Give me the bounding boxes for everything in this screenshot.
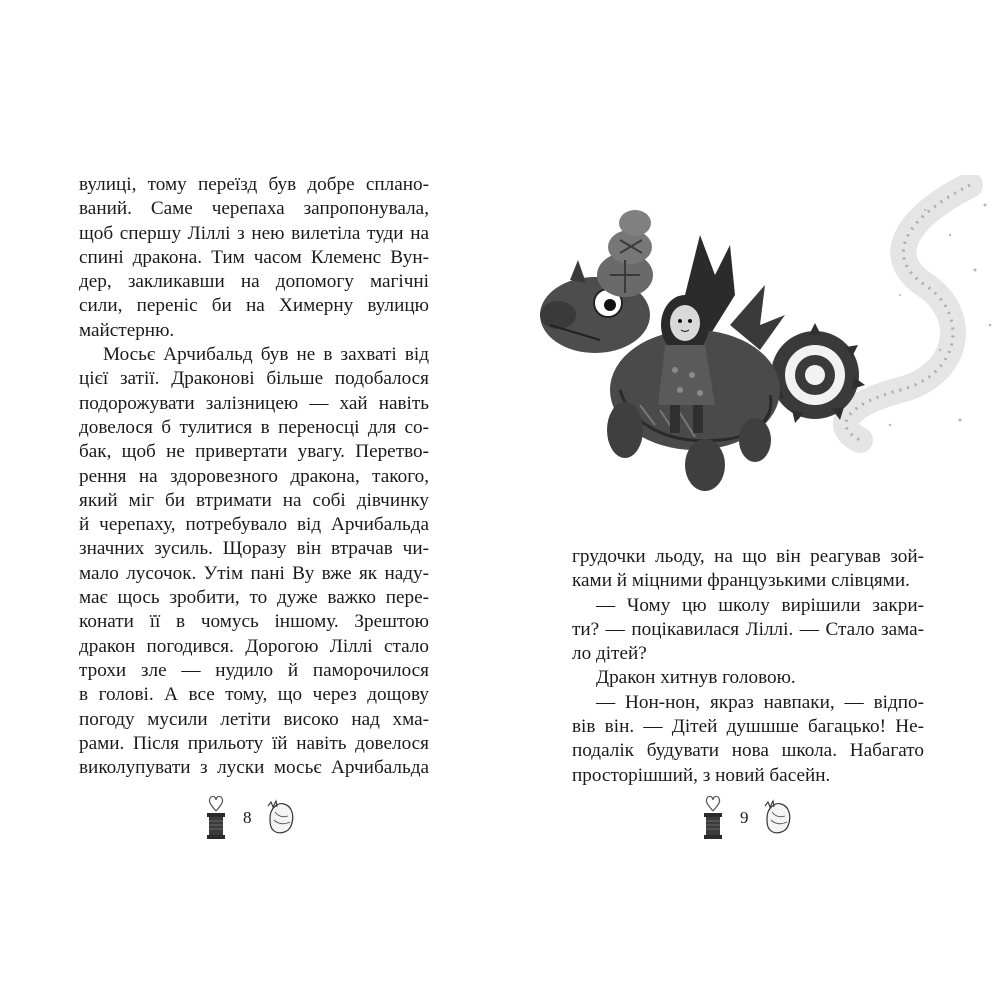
text-line: мало лусочок. Утім пані Ву вже як наду- (79, 562, 429, 584)
text-line: який міг би втримати на собі дівчинку (79, 489, 429, 511)
text-line: ло дітей? (572, 643, 647, 665)
text-line: сили, переніс би на Химерну вулицю (79, 295, 429, 317)
turtle-shell-icon (761, 798, 795, 838)
text-line: й черепаху, потребувало від Арчибальда (79, 514, 429, 536)
text-line: конати її в чомусь іншому. Зрештою (79, 611, 429, 633)
text-line: рами. Після прильоту їй навіть довелося (79, 732, 429, 754)
text-line: має щось зробити, то дуже важко пере- (79, 587, 429, 609)
text-line: цієї затії. Драконові більше подобалося (79, 368, 429, 390)
text-line: рення на здоровезного дракона, такого, (79, 465, 429, 487)
turtle-shell-icon (264, 798, 298, 838)
left-page-text (79, 173, 429, 780)
text-line: подорожувати залізницею — хай навіть (79, 392, 429, 414)
text-line: спині дракона. Тим часом Клеменс Вун- (79, 246, 429, 268)
text-line: подалік будувати нова школа. Набагато (572, 740, 924, 762)
text-line: вулиці, тому переїзд був добре сплано- (79, 174, 429, 195)
dragon-with-girl-image (530, 175, 1000, 510)
text-line: погоду мусили летіти високо над хма- (79, 708, 429, 730)
page-number: 9 (740, 808, 749, 827)
text-line: щоб спершу Ліллі з нею вилетіла туди на (79, 222, 429, 244)
thread-spool-icon (698, 793, 728, 843)
page-number: 8 (243, 808, 252, 827)
right-page-text (572, 545, 924, 788)
text-line: бак, щоб не привертати увагу. Перетво- (79, 441, 429, 463)
folio-right (698, 793, 795, 843)
text-line: значних зусиль. Щоразу він втрачав чи- (79, 538, 429, 560)
text-line: — Чому цю школу вирішили закри- (596, 594, 924, 616)
text-line: виколупувати з луски мосьє Арчибальда (79, 757, 429, 779)
text-line: ками й міцними французькими слівцями. (572, 570, 910, 592)
text-line: трохи зле — нудило й паморочилося (79, 659, 429, 681)
thread-spool-icon (201, 793, 231, 843)
text-line: дракон погодився. Дорогою Ліллі стало (79, 635, 429, 657)
text-line: ти? — поцікавилася Ліллі. — Стало зама- (572, 618, 924, 640)
text-line: вів він. — Дітей душшше багацько! Не- (572, 716, 924, 738)
text-line: майстерню. (79, 319, 175, 341)
text-line: довелося б тулитися в переносці для со- (79, 416, 429, 438)
text-line: дер, закликавши на допомогу магічні (79, 271, 429, 293)
text-line: Дракон хитнув головою. (596, 667, 796, 689)
text-line: Мосьє Арчибальд був не в захваті від (103, 344, 429, 366)
text-line: просторішший, з новий басейн. (572, 764, 831, 786)
text-line: — Нон-нон, якраз навпаки, — відпо- (596, 691, 924, 713)
text-line: грудочки льоду, на що він реагував зой- (572, 546, 924, 567)
text-line: ваний. Саме черепаха запропонувала, (79, 198, 429, 220)
text-line: в голові. А все тому, що через дощову (79, 684, 429, 706)
folio-left (201, 793, 298, 843)
dragon-illustration (530, 175, 1000, 510)
